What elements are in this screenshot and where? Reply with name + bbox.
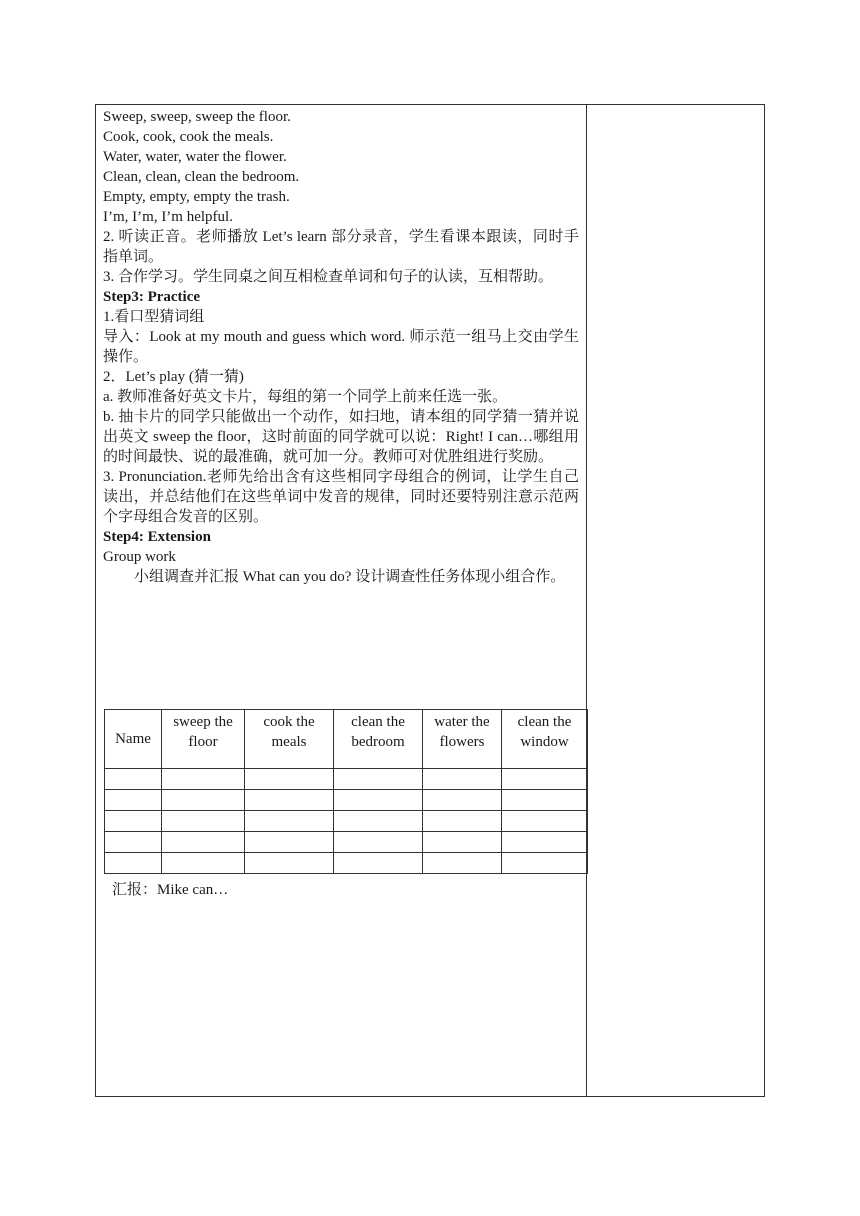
blank-cell	[423, 769, 502, 790]
blank-cell	[502, 853, 588, 874]
chant-line: Water, water, water the flower.	[103, 149, 287, 165]
step3-item3: 3. Pronunciation.老师先给出含有这些相同字母组合的例词，让学生自己读出，并总结他们在这些单词中发音的规律，同时还要特别注意示范两个字母组合发音的区别。	[103, 469, 579, 525]
chant-line: Cook, cook, cook the meals.	[103, 129, 274, 145]
blank-cell	[334, 832, 423, 853]
blank-cell	[423, 811, 502, 832]
header-cell: sweep the floor	[162, 710, 245, 769]
header-cell: water the flowers	[423, 710, 502, 769]
blank-cell	[162, 832, 245, 853]
step3-item1-title: 1.看口型猜词组	[103, 309, 205, 325]
blank-cell	[162, 769, 245, 790]
header-cell: Name	[105, 710, 162, 769]
blank-cell	[245, 811, 334, 832]
step3-item2-b: b. 抽卡片的同学只能做出一个动作，如扫地，请本组的同学猜一猜并说出英文 sweep the floor，这时前面的同学就可以说：Right! I can…哪组用的时间最快、说的最准确，就可加一分。教师可对优胜组进行奖励。	[103, 409, 579, 465]
table-row	[105, 790, 588, 811]
blank-cell	[105, 769, 162, 790]
blank-cell	[245, 790, 334, 811]
blank-cell	[423, 832, 502, 853]
step3-item2-a: a. 教师准备好英文卡片，每组的第一个同学上前来任选一张。	[103, 389, 508, 405]
blank-cell	[245, 853, 334, 874]
blank-cell	[334, 769, 423, 790]
lesson-plan-table	[95, 104, 765, 1097]
table-row	[105, 832, 588, 853]
table-row	[105, 769, 588, 790]
blank-cell	[162, 811, 245, 832]
blank-cell	[334, 811, 423, 832]
blank-cell	[105, 832, 162, 853]
header-cell: cook the meals	[245, 710, 334, 769]
blank-cell	[502, 832, 588, 853]
report-line: 汇报：Mike can…	[112, 882, 229, 898]
blank-cell	[502, 811, 588, 832]
blank-cell	[423, 853, 502, 874]
step2-item2: 2. 听读正音。老师播放 Let’s learn 部分录音，学生看课本跟读，同时手指单词。	[103, 229, 579, 265]
blank-cell	[502, 769, 588, 790]
blank-cell	[105, 853, 162, 874]
column-divider	[586, 105, 587, 1096]
blank-cell	[245, 832, 334, 853]
blank-cell	[423, 790, 502, 811]
chant-line: Clean, clean, clean the bedroom.	[103, 169, 300, 185]
step3-heading: Step3: Practice	[103, 289, 201, 305]
blank-cell	[162, 853, 245, 874]
blank-cell	[502, 790, 588, 811]
step4-subheading: Group work	[103, 549, 176, 565]
step4-text: 小组调查并汇报 What can you do? 设计调查性任务体现小组合作。	[134, 569, 566, 585]
blank-cell	[105, 811, 162, 832]
chant-line: Empty, empty, empty the trash.	[103, 189, 290, 205]
step3-item2-title: 2．Let’s play (猜一猜)	[103, 369, 244, 385]
step2-item3: 3. 合作学习。学生同桌之间互相检查单词和句子的认读，互相帮助。	[103, 269, 554, 285]
blank-cell	[334, 853, 423, 874]
chant-line: Sweep, sweep, sweep the floor.	[103, 109, 291, 125]
blank-cell	[105, 790, 162, 811]
step3-item1-text: 导入：Look at my mouth and guess which word. 师示范一组马上交由学生操作。	[103, 329, 579, 365]
header-cell: clean the bedroom	[334, 710, 423, 769]
step4-heading: Step4: Extension	[103, 529, 211, 545]
procedure-column	[103, 107, 579, 587]
table-row	[105, 853, 588, 874]
blank-cell	[245, 769, 334, 790]
header-cell: clean the window	[502, 710, 588, 769]
table-row	[105, 811, 588, 832]
chant-line: I’m, I’m, I’m helpful.	[103, 209, 233, 225]
survey-table	[104, 709, 588, 874]
blank-cell	[334, 790, 423, 811]
blank-cell	[162, 790, 245, 811]
survey-header-row	[105, 710, 588, 769]
